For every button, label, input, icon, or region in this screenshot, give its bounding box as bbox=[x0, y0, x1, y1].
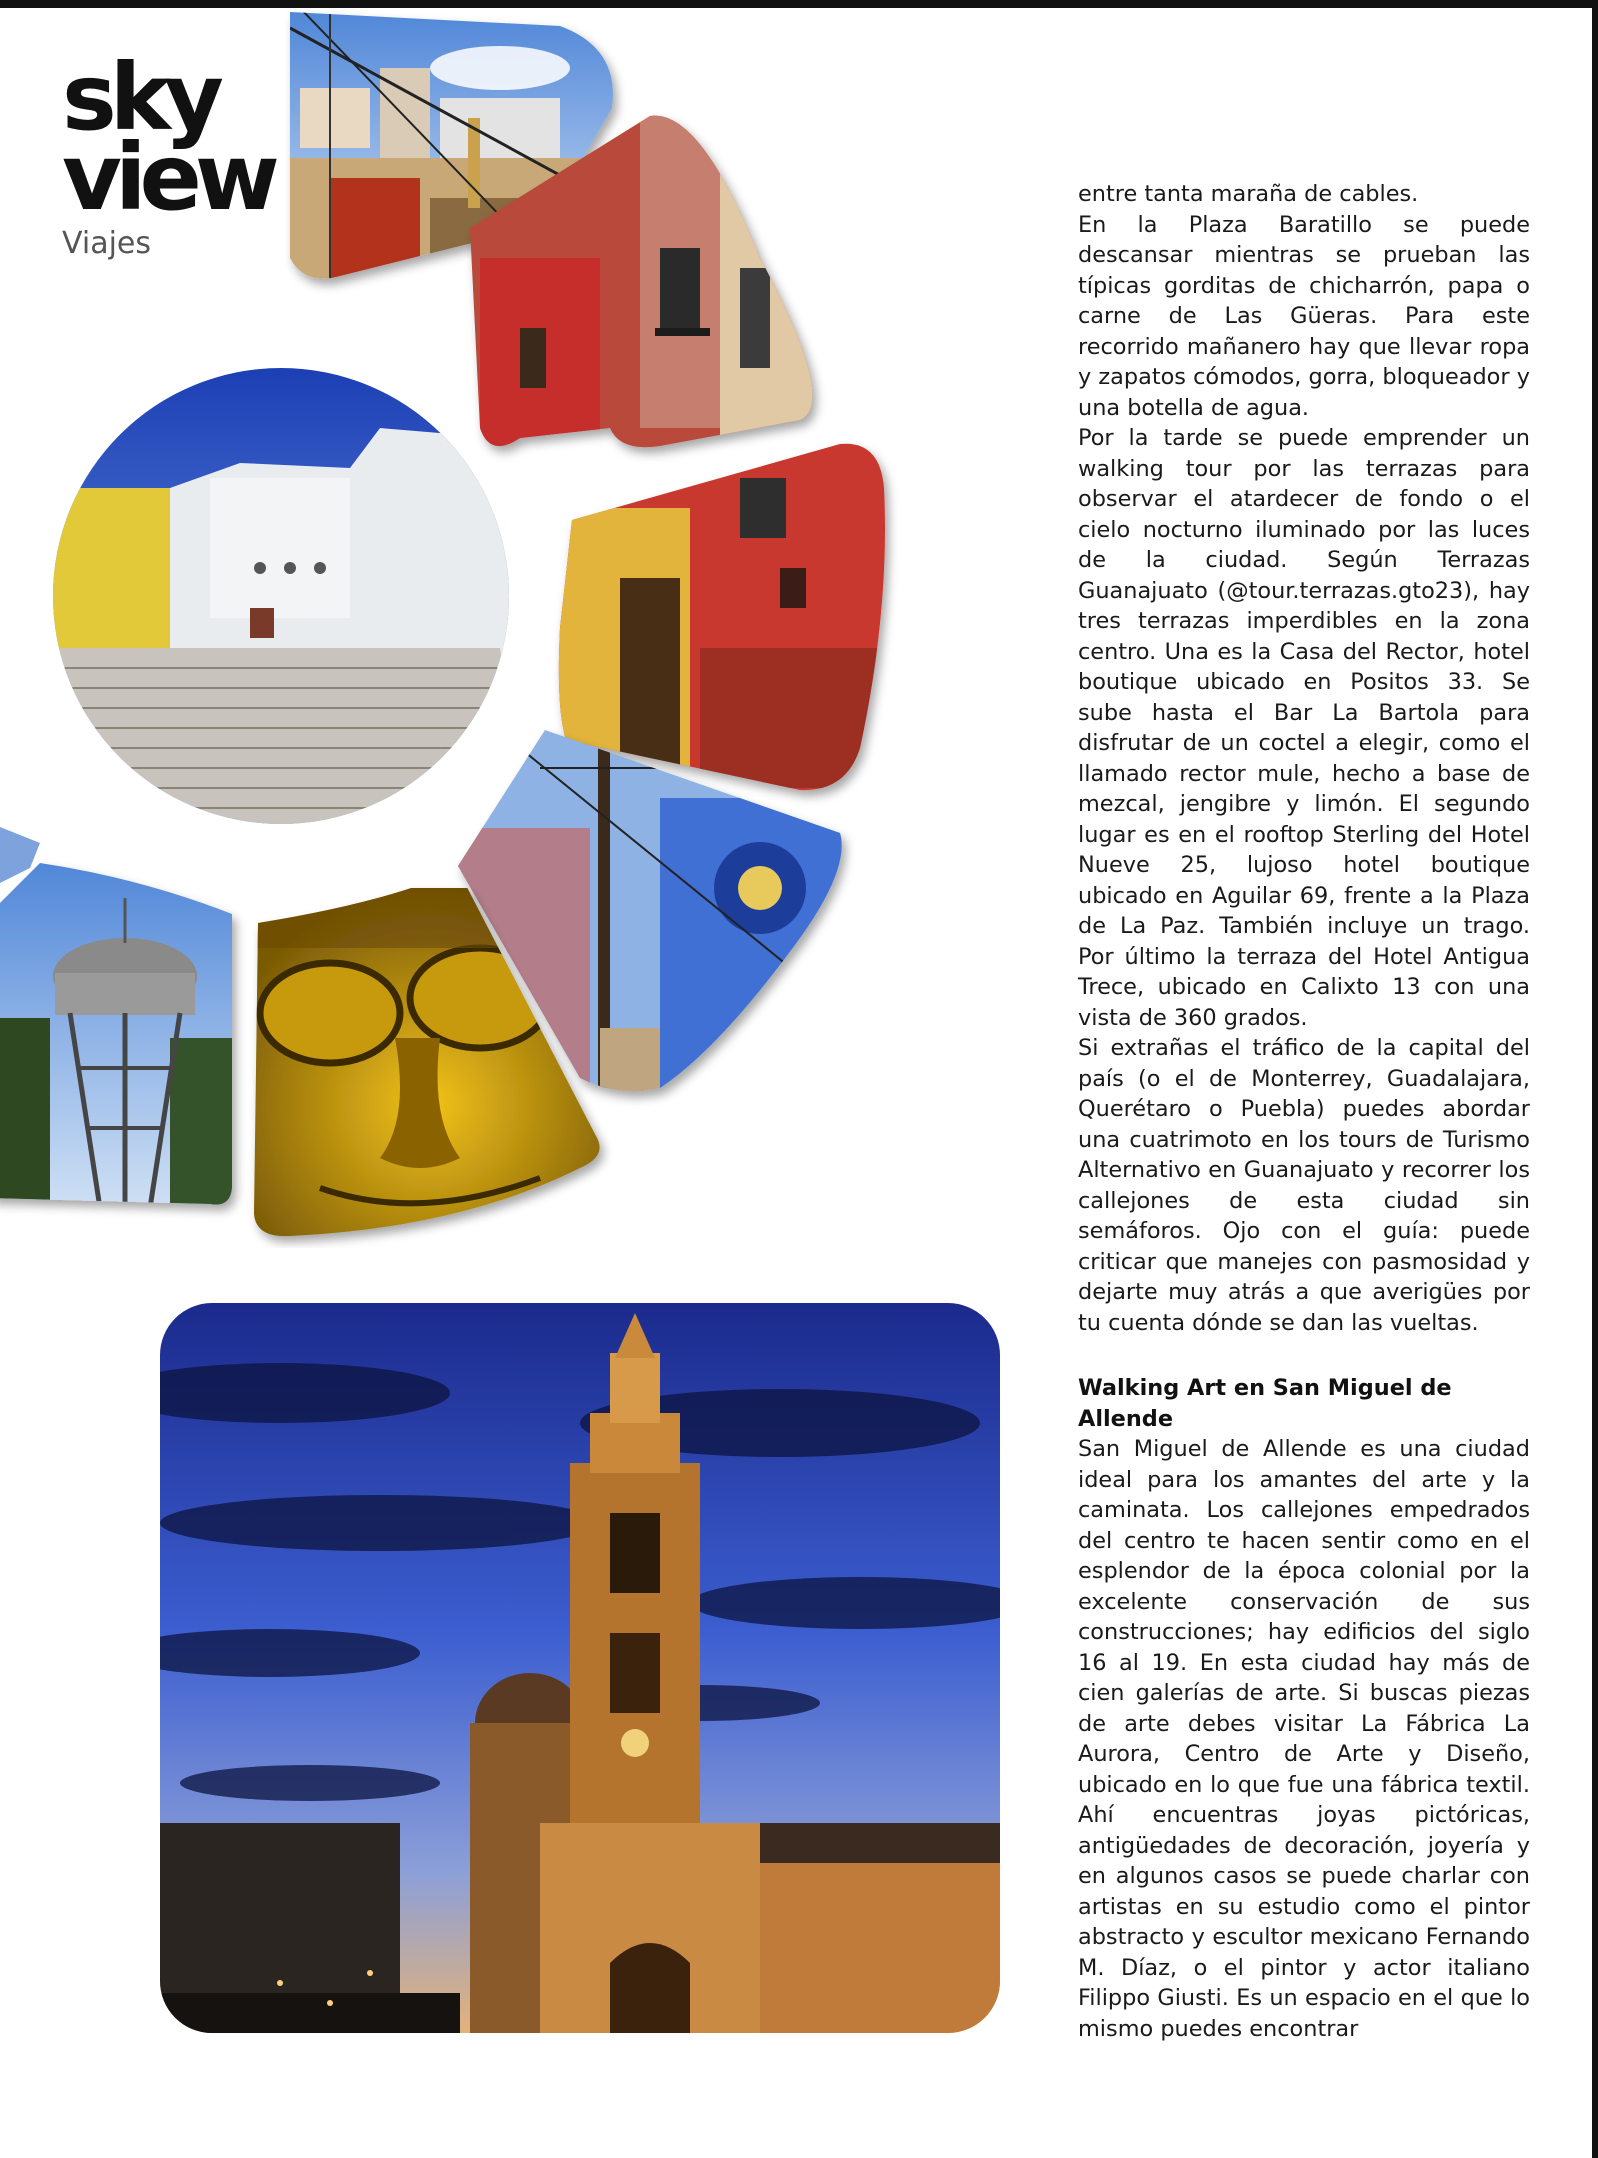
photo-petal-water-tower bbox=[0, 858, 240, 1208]
paragraph: San Miguel de Allende es una ciudad ideal para los amantes del arte y la caminata. Los callejones empedrados del centro te hacen sentir como en el esplendor de la época colonial por la excelente conservación de sus construcciones; hay edificios del siglo 16 al 19. En esta ciudad hay más de cien galerías de arte. Si buscas piezas de arte debes visitar La Fábrica La Aurora, Centro de Arte y Diseño, ubicado en lo que fue una fábrica textil. Ahí encuentras joyas pictóricas, antigüedades de decoración, joyería y en algunos casos se puede charlar con artistas en su estudio como el pintor abstracto y escultor mexicano Fernando M. Díaz, o el pintor y actor italiano Filippo Giusti. Es un espacio en el que lo mismo puedes encontrar bbox=[1078, 1436, 1530, 2042]
section-heading: Walking Art en San Miguel de Allende bbox=[1078, 1375, 1452, 1432]
photo-circle-university bbox=[30, 368, 530, 838]
brand-logo bbox=[62, 44, 273, 261]
magazine-page bbox=[0, 8, 1592, 2158]
brand-sky: sky bbox=[62, 44, 217, 151]
article-body bbox=[1078, 179, 1530, 2044]
brand-view: view bbox=[62, 124, 273, 231]
paragraph: entre tanta maraña de cables. bbox=[1078, 181, 1419, 207]
paragraph: Si extrañas el tráfico de la capital del país (o el de Monterrey, Guadalajara, Querétaro o Puebla) puedes abordar una cuatrimoto en los tours de Turismo Alternativo en Guanajuato y recorrer los callejones de esta ciudad sin semáforos. Ojo con el guía: puede criticar que manejes con pasmosidad y dejarte muy atrás a que averigües por tu cuenta dónde se dan las vueltas. bbox=[1078, 1035, 1530, 1336]
paragraph: Por la tarde se puede emprender un walking tour por las terrazas para observar el atardecer de fondo o el cielo nocturno iluminado por las luces de la ciudad. Según Terrazas Guanajuato (@tour.terrazas.gto23), hay tres terrazas imperdibles en la zona centro. Una es la Casa del Rector, hotel boutique ubicado en Positos 33. Se sube hasta el Bar La Bartola para disfrutar de un coctel a elegir, como el llamado rector mule, hecho a base de mezcal, jengibre y limón. El segundo lugar es en el rooftop Sterling del Hotel Nueve 25, lujoso hotel boutique ubicado en Aguilar 69, frente a la Plaza de La Paz. También incluye un trago. Por último la terraza del Hotel Antigua Trece, ubicado en Calixto 13 con una vista de 360 grados. bbox=[1078, 425, 1530, 1031]
photo-church-dusk bbox=[160, 1303, 1000, 2033]
paragraph: En la Plaza Baratillo se puede descansar mientras se prueban las típicas gorditas de chicharrón, papa o carne de Las Güeras. Para este recorrido mañanero hay que llevar ropa y zapatos cómodos, gorra, bloqueador y una botella de agua. bbox=[1078, 211, 1530, 421]
photo-petal-red-wall bbox=[550, 438, 890, 798]
section-label: Viajes bbox=[62, 226, 152, 261]
